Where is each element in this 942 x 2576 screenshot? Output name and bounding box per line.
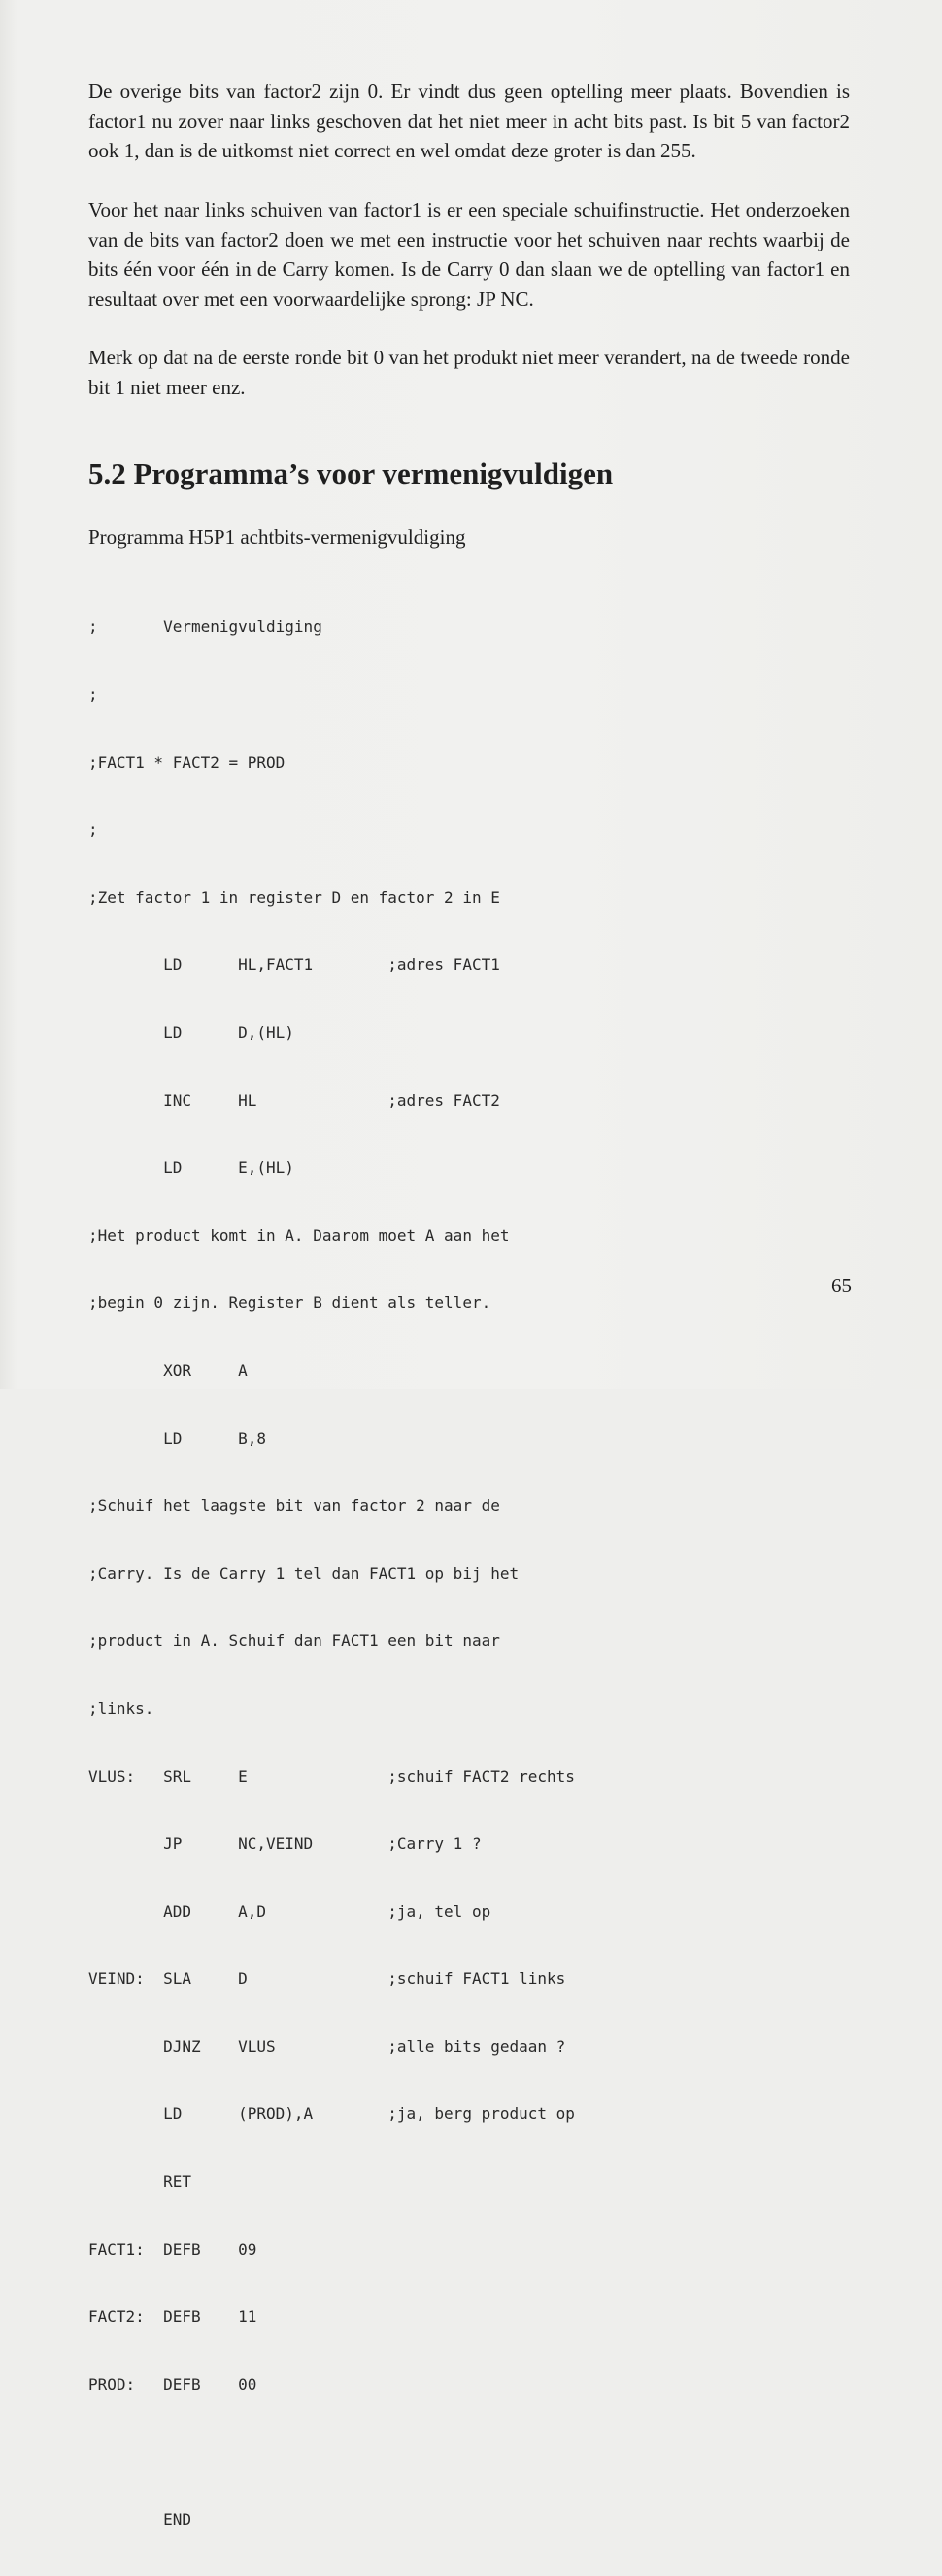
page-number: 65 xyxy=(831,1274,852,1297)
code-line: XOR A xyxy=(88,1360,248,1380)
code-line: LD E,(HL) xyxy=(88,1158,294,1178)
code-listing xyxy=(88,571,575,2576)
body-paragraph-2: Voor het naar links schuiven van factor1 is er een speciale schuifinstructie. Het onderzoeken van de bits van factor2 doen we met een instructie voor het schuiven naar rechts waarbij de bits één voor één in de Carry komen. Is de Carry 0 dan slaan we de optelling van factor1 en resultaat over met een voorwaardelijke sprong: JP NC. xyxy=(88,198,850,311)
code-line: FACT1: DEFB 09 xyxy=(88,2239,257,2258)
code-line: JP NC,VEIND ;Carry 1 ? xyxy=(88,1834,482,1854)
code-line: LD D,(HL) xyxy=(88,1022,294,1042)
code-line: INC HL ;adres FACT2 xyxy=(88,1090,500,1110)
code-line: END xyxy=(88,2510,191,2529)
code-line: LD (PROD),A ;ja, berg product op xyxy=(88,2104,575,2124)
code-line: VEIND: SLA D ;schuif FACT1 links xyxy=(88,1969,566,1989)
code-line: ;Zet factor 1 in register D en factor 2 in E xyxy=(88,887,500,907)
code-line: ;product in A. Schuif dan FACT1 een bit naar xyxy=(88,1631,500,1651)
code-line: ;links. xyxy=(88,1698,154,1718)
code-line xyxy=(88,2440,575,2462)
code-line: ;Carry. Is de Carry 1 tel dan FACT1 op bij het xyxy=(88,1563,520,1583)
code-line: ; xyxy=(88,686,98,704)
code-line: DJNZ VLUS ;alle bits gedaan ? xyxy=(88,2036,566,2056)
code-line: ;Het product komt in A. Daarom moet A aan het xyxy=(88,1225,510,1245)
code-line: PROD: DEFB 00 xyxy=(88,2374,257,2393)
code-line: ;begin 0 zijn. Register B dient als teller. xyxy=(88,1293,491,1313)
code-line: ;FACT1 * FACT2 = PROD xyxy=(88,753,286,772)
code-line: LD B,8 xyxy=(88,1428,267,1448)
body-paragraph-3: Merk op dat na de eerste ronde bit 0 van het produkt niet meer verandert, na de tweede ronde bit 1 niet meer enz. xyxy=(88,346,850,399)
code-line: LD HL,FACT1 ;adres FACT1 xyxy=(88,955,500,975)
body-paragraph-1: De overige bits van factor2 zijn 0. Er vindt dus geen optelling meer plaats. Bovendien is factor1 nu zover naar links geschoven dat het niet meer in acht bits past. Is bit 5 van factor2 ook 1, dan is de uitkomst niet correct en wel omdat deze groter is dan 255. xyxy=(88,80,850,162)
code-line: ;Schuif het laagste bit van factor 2 naar de xyxy=(88,1496,500,1516)
code-line: ADD A,D ;ja, tel op xyxy=(88,1901,491,1921)
code-line: RET xyxy=(88,2172,191,2191)
code-line: FACT2: DEFB 11 xyxy=(88,2307,257,2326)
section-heading: 5.2 Programma’s voor vermenigvuldigen xyxy=(88,456,614,490)
code-line: VLUS: SRL E ;schuif FACT2 rechts xyxy=(88,1766,575,1786)
program-title: Programma H5P1 achtbits-vermenigvuldiging xyxy=(88,525,466,549)
code-line: ; xyxy=(88,820,98,840)
code-line: ; Vermenigvuldiging xyxy=(88,618,322,637)
